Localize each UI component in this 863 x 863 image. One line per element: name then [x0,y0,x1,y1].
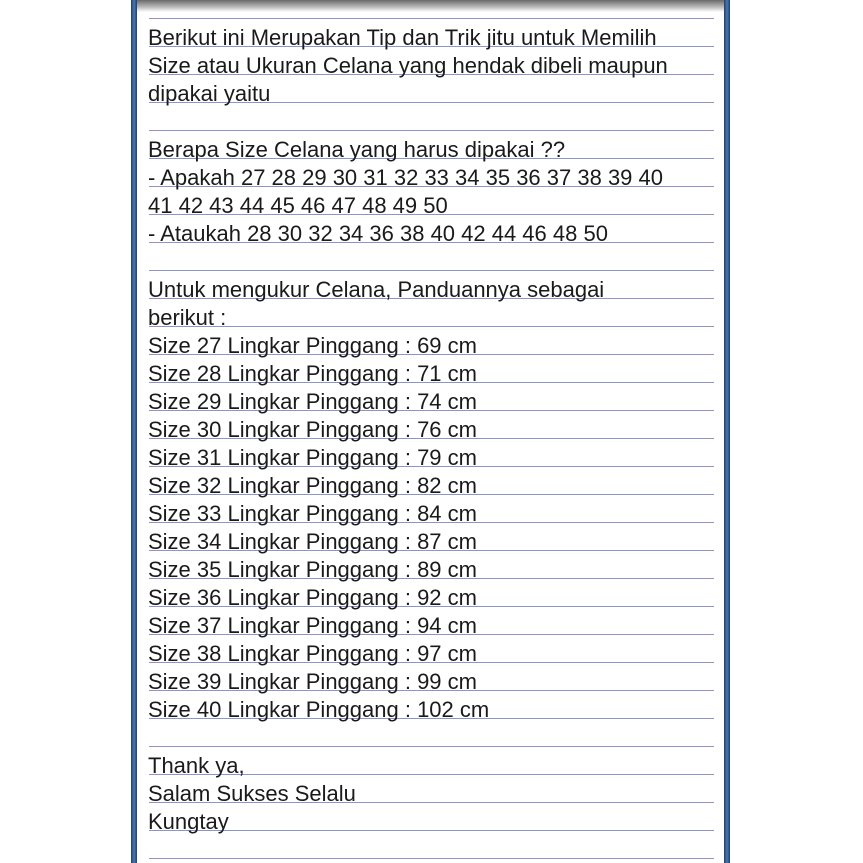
ruled-line [149,746,714,747]
ruled-line [149,830,714,831]
note-text-line: Size 40 Lingkar Pinggang : 102 cm [148,697,490,722]
note-text-line: Berapa Size Celana yang harus dipakai ?? [148,137,566,162]
note-text-line: Size 29 Lingkar Pinggang : 74 cm [148,389,477,414]
note-text-line: Size 27 Lingkar Pinggang : 69 cm [148,333,477,358]
note-text-line: Salam Sukses Selalu [148,781,356,806]
note-text-line: dipakai yaitu [148,81,271,106]
note-text-line: berikut : [148,305,227,330]
note-text-line: Kungtay [148,809,229,834]
notepad-page [137,12,724,863]
ruled-line [149,858,714,859]
note-text-line: Size 37 Lingkar Pinggang : 94 cm [148,613,477,638]
note-text-line: Size 34 Lingkar Pinggang : 87 cm [148,529,477,554]
right-border [724,0,730,863]
ruled-line [149,270,714,271]
note-text-line: Thank ya, [148,753,245,778]
ruled-line [149,326,714,327]
note-text-line: - Apakah 27 28 29 30 31 32 33 34 35 36 37 38 39 40 [148,165,664,190]
note-text-line: Size 33 Lingkar Pinggang : 84 cm [148,501,477,526]
ruled-line [149,18,714,19]
note-text-line: - Ataukah 28 30 32 34 36 38 40 42 44 46 48 50 [148,221,608,246]
note-text-line: Size 39 Lingkar Pinggang : 99 cm [148,669,477,694]
note-text-line: Size 35 Lingkar Pinggang : 89 cm [148,557,477,582]
note-text-line: Size 38 Lingkar Pinggang : 97 cm [148,641,477,666]
ruled-line [149,130,714,131]
note-text-line: 41 42 43 44 45 46 47 48 49 50 [148,193,448,218]
note-text-line: Size 36 Lingkar Pinggang : 92 cm [148,585,477,610]
note-text-line: Berikut ini Merupakan Tip dan Trik jitu untuk Memilih [148,25,657,50]
note-text-line: Size 30 Lingkar Pinggang : 76 cm [148,417,477,442]
note-text-line: Size atau Ukuran Celana yang hendak dibeli maupun [148,53,668,78]
note-text-line: Size 28 Lingkar Pinggang : 71 cm [148,361,477,386]
top-shadow [137,0,724,12]
note-text-line: Size 31 Lingkar Pinggang : 79 cm [148,445,477,470]
note-text-line: Untuk mengukur Celana, Panduannya sebagai [148,277,605,302]
note-text-line: Size 32 Lingkar Pinggang : 82 cm [148,473,477,498]
